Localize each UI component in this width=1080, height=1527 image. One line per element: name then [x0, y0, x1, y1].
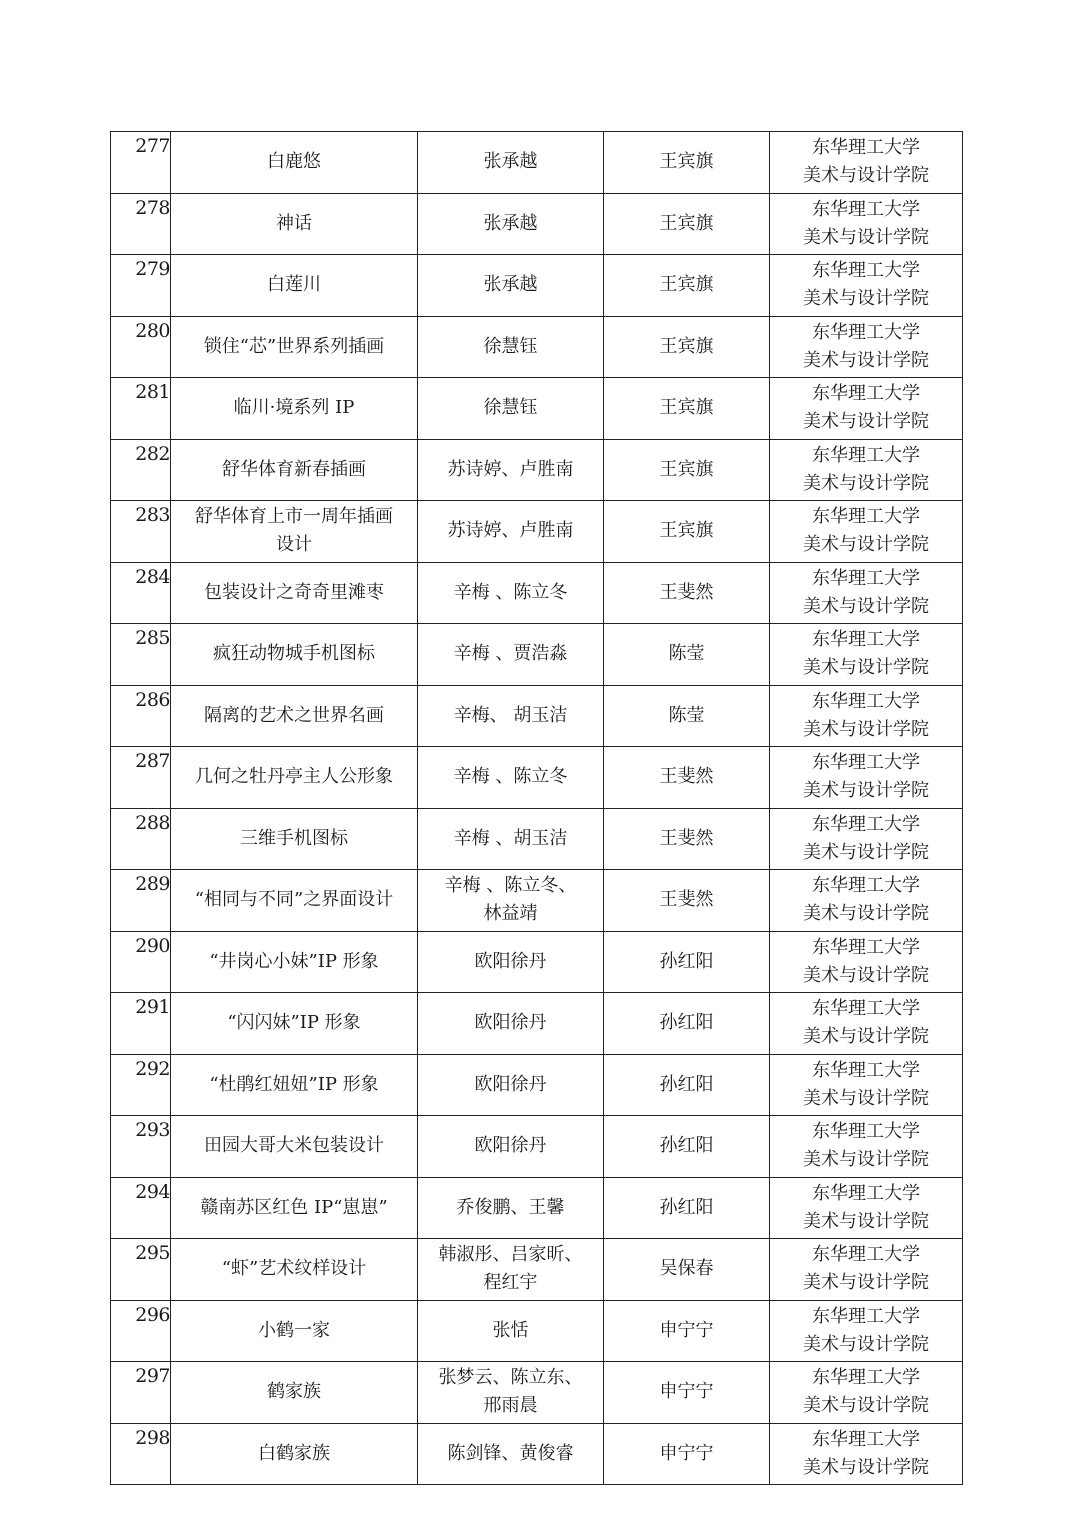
- table-row: [111, 808, 963, 870]
- work-title-cell: [171, 1054, 418, 1116]
- table-row: [111, 562, 963, 624]
- authors: 辛梅、 胡玉洁: [453, 704, 568, 726]
- work-title-cell: [171, 1177, 418, 1239]
- work-title: 三维手机图标: [240, 827, 348, 849]
- school-cell: [770, 378, 963, 440]
- table-row: [111, 1054, 963, 1116]
- table-row: [111, 747, 963, 809]
- table-row: [111, 1239, 963, 1301]
- school: 东华理工大学 美术与设计学院: [803, 198, 929, 248]
- authors-cell: [418, 1423, 604, 1485]
- row-number-cell: [111, 1116, 171, 1178]
- authors-cell: [418, 993, 604, 1055]
- work-title-cell: [171, 808, 418, 870]
- row-number: 297: [135, 1365, 170, 1387]
- authors: 徐慧钰: [483, 335, 538, 357]
- work-title: 白鹿悠: [267, 151, 321, 173]
- school: 东华理工大学 美术与设计学院: [803, 998, 929, 1048]
- authors: 辛梅 、贾浩淼: [453, 643, 568, 665]
- row-number: 293: [135, 1119, 170, 1141]
- row-number: 278: [135, 196, 170, 219]
- school: 东华理工大学 美术与设计学院: [803, 444, 929, 494]
- row-number-cell: [111, 255, 171, 317]
- advisor: 王斐然: [659, 889, 714, 911]
- advisor: 吴保春: [659, 1258, 714, 1280]
- authors: 辛梅 、胡玉洁: [453, 827, 568, 849]
- authors: 辛梅 、陈立冬: [453, 766, 568, 788]
- authors: 欧阳徐丹: [474, 950, 547, 972]
- row-number-cell: [111, 562, 171, 624]
- school: 东华理工大学 美术与设计学院: [803, 1059, 929, 1109]
- school-cell: [770, 993, 963, 1055]
- authors-cell: [418, 1362, 604, 1424]
- work-title-cell: [171, 255, 418, 317]
- advisor: 王宾旗: [659, 397, 714, 419]
- advisor-cell: [604, 624, 770, 686]
- award-list-table: [110, 131, 963, 1485]
- school: 东华理工大学 美术与设计学院: [803, 1244, 929, 1294]
- table-row: [111, 193, 963, 255]
- authors-cell: [418, 808, 604, 870]
- authors-cell: [418, 316, 604, 378]
- table-row: [111, 931, 963, 993]
- work-title: “虾”艺术纹样设计: [221, 1258, 367, 1280]
- school-cell: [770, 808, 963, 870]
- row-number: 284: [135, 565, 170, 588]
- school-cell: [770, 1239, 963, 1301]
- advisor: 申宁宁: [659, 1442, 714, 1464]
- work-title-cell: [171, 378, 418, 440]
- authors-cell: [418, 870, 604, 932]
- school: 东华理工大学 美术与设计学院: [803, 1367, 929, 1417]
- row-number-cell: [111, 624, 171, 686]
- work-title: “闪闪妹”IP 形象: [227, 1012, 361, 1034]
- school: 东华理工大学 美术与设计学院: [803, 137, 929, 187]
- row-number-cell: [111, 439, 171, 501]
- school: 东华理工大学 美术与设计学院: [803, 383, 929, 433]
- school-cell: [770, 132, 963, 194]
- school-cell: [770, 1300, 963, 1362]
- work-title: “井岗心小妹”IP 形象: [209, 950, 379, 972]
- school: 东华理工大学 美术与设计学院: [803, 567, 929, 617]
- table-row: [111, 316, 963, 378]
- authors: 徐慧钰: [483, 397, 538, 419]
- work-title-cell: [171, 1300, 418, 1362]
- row-number-cell: [111, 870, 171, 932]
- row-number-cell: [111, 1300, 171, 1362]
- school-cell: [770, 1362, 963, 1424]
- work-title: 小鹤一家: [258, 1319, 330, 1341]
- advisor-cell: [604, 931, 770, 993]
- work-title: 锁住“芯”世界系列插画: [203, 335, 385, 357]
- school-cell: [770, 931, 963, 993]
- authors: 辛梅 、陈立冬、 林益靖: [444, 875, 577, 925]
- school: 东华理工大学 美术与设计学院: [803, 506, 929, 556]
- school: 东华理工大学 美术与设计学院: [803, 260, 929, 310]
- authors-cell: [418, 1239, 604, 1301]
- school-cell: [770, 255, 963, 317]
- table-row: [111, 993, 963, 1055]
- work-title-cell: [171, 685, 418, 747]
- school-cell: [770, 501, 963, 563]
- row-number-cell: [111, 685, 171, 747]
- row-number: 296: [135, 1303, 170, 1326]
- table-row: [111, 255, 963, 317]
- table-row: [111, 501, 963, 563]
- row-number: 291: [135, 996, 170, 1018]
- school: 东华理工大学 美术与设计学院: [803, 875, 929, 925]
- school: 东华理工大学 美术与设计学院: [803, 752, 929, 802]
- work-title: “杜鹃红妞妞”IP 形象: [209, 1073, 379, 1095]
- advisor-cell: [604, 747, 770, 809]
- school: 东华理工大学 美术与设计学院: [803, 813, 929, 863]
- advisor: 孙红阳: [659, 1012, 714, 1034]
- work-title: 疯狂动物城手机图标: [213, 643, 375, 665]
- row-number-cell: [111, 193, 171, 255]
- school: 东华理工大学 美术与设计学院: [803, 936, 929, 986]
- row-number: 277: [135, 135, 170, 157]
- advisor-cell: [604, 1300, 770, 1362]
- work-title-cell: [171, 747, 418, 809]
- school-cell: [770, 624, 963, 686]
- row-number-cell: [111, 808, 171, 870]
- row-number-cell: [111, 747, 171, 809]
- row-number: 292: [135, 1057, 170, 1080]
- school: 东华理工大学 美术与设计学院: [803, 321, 929, 371]
- advisor: 孙红阳: [659, 1135, 714, 1157]
- table-row: [111, 1177, 963, 1239]
- school-cell: [770, 562, 963, 624]
- work-title: 白鹤家族: [258, 1442, 330, 1464]
- work-title-cell: [171, 1116, 418, 1178]
- row-number-cell: [111, 132, 171, 194]
- advisor-cell: [604, 255, 770, 317]
- work-title-cell: [171, 193, 418, 255]
- work-title: “相同与不同”之界面设计: [194, 889, 394, 911]
- advisor-cell: [604, 1362, 770, 1424]
- work-title-cell: [171, 624, 418, 686]
- row-number: 285: [135, 627, 170, 649]
- authors-cell: [418, 501, 604, 563]
- work-title: 白莲川: [267, 274, 321, 296]
- school: 东华理工大学 美术与设计学院: [803, 1182, 929, 1232]
- advisor-cell: [604, 132, 770, 194]
- school-cell: [770, 316, 963, 378]
- advisor-cell: [604, 439, 770, 501]
- row-number: 298: [135, 1426, 170, 1449]
- row-number-cell: [111, 931, 171, 993]
- row-number-cell: [111, 1177, 171, 1239]
- work-title: 赣南苏区红色 IP“崽崽”: [200, 1196, 388, 1218]
- school-cell: [770, 1054, 963, 1116]
- work-title-cell: [171, 439, 418, 501]
- authors-cell: [418, 562, 604, 624]
- table-row: [111, 132, 963, 194]
- work-title: 包装设计之奇奇里滩枣: [204, 581, 384, 603]
- advisor: 王宾旗: [659, 212, 714, 234]
- table-row: [111, 685, 963, 747]
- row-number: 289: [135, 873, 170, 895]
- work-title-cell: [171, 870, 418, 932]
- table-row: [111, 1362, 963, 1424]
- advisor: 孙红阳: [659, 1196, 714, 1218]
- row-number-cell: [111, 1054, 171, 1116]
- work-title: 鹤家族: [267, 1381, 321, 1403]
- advisor: 王斐然: [659, 766, 714, 788]
- authors-cell: [418, 132, 604, 194]
- advisor: 王宾旗: [659, 520, 714, 542]
- work-title-cell: [171, 562, 418, 624]
- advisor-cell: [604, 1054, 770, 1116]
- advisor: 陈莹: [668, 643, 705, 665]
- school: 东华理工大学 美术与设计学院: [803, 690, 929, 740]
- row-number: 294: [135, 1180, 170, 1203]
- authors: 苏诗婷、卢胜南: [447, 520, 574, 542]
- authors-cell: [418, 1116, 604, 1178]
- work-title-cell: [171, 501, 418, 563]
- work-title: 舒华体育新春插画: [222, 458, 366, 480]
- row-number: 280: [135, 319, 170, 342]
- row-number: 281: [135, 381, 170, 403]
- authors-cell: [418, 747, 604, 809]
- advisor: 王斐然: [659, 827, 714, 849]
- row-number-cell: [111, 1423, 171, 1485]
- authors: 欧阳徐丹: [474, 1073, 547, 1095]
- authors-cell: [418, 931, 604, 993]
- row-number: 279: [135, 258, 170, 280]
- authors: 张承越: [483, 151, 538, 173]
- school-cell: [770, 747, 963, 809]
- work-title-cell: [171, 1239, 418, 1301]
- advisor-cell: [604, 378, 770, 440]
- advisor: 王宾旗: [659, 335, 714, 357]
- school-cell: [770, 1423, 963, 1485]
- school-cell: [770, 439, 963, 501]
- work-title-cell: [171, 931, 418, 993]
- row-number: 282: [135, 442, 170, 465]
- row-number-cell: [111, 501, 171, 563]
- school-cell: [770, 1177, 963, 1239]
- authors: 张恬: [492, 1319, 529, 1341]
- authors: 陈剑锋、黄俊睿: [447, 1442, 574, 1464]
- authors: 辛梅 、陈立冬: [453, 581, 568, 603]
- authors-cell: [418, 1054, 604, 1116]
- authors: 欧阳徐丹: [474, 1135, 547, 1157]
- work-title: 几何之牡丹亭主人公形象: [195, 766, 393, 788]
- row-number: 295: [135, 1242, 170, 1264]
- advisor: 王宾旗: [659, 274, 714, 296]
- authors: 韩淑彤、吕家昕、 程红宇: [438, 1244, 583, 1294]
- school-cell: [770, 870, 963, 932]
- advisor: 王宾旗: [659, 151, 714, 173]
- school-cell: [770, 1116, 963, 1178]
- authors-cell: [418, 685, 604, 747]
- advisor-cell: [604, 993, 770, 1055]
- work-title-cell: [171, 316, 418, 378]
- advisor: 王斐然: [659, 581, 714, 603]
- advisor-cell: [604, 1177, 770, 1239]
- table-body: [111, 132, 963, 1485]
- work-title-cell: [171, 1362, 418, 1424]
- row-number: 287: [135, 750, 170, 772]
- table-row: [111, 870, 963, 932]
- advisor-cell: [604, 685, 770, 747]
- advisor: 孙红阳: [659, 950, 714, 972]
- school: 东华理工大学 美术与设计学院: [803, 1305, 929, 1355]
- authors: 张梦云、陈立东、 邢雨晨: [438, 1367, 583, 1417]
- work-title-cell: [171, 1423, 418, 1485]
- table-row: [111, 439, 963, 501]
- advisor: 王宾旗: [659, 458, 714, 480]
- authors-cell: [418, 1300, 604, 1362]
- authors: 张承越: [483, 274, 538, 296]
- school: 东华理工大学 美术与设计学院: [803, 1428, 929, 1478]
- table-row: [111, 624, 963, 686]
- table-row: [111, 1300, 963, 1362]
- work-title-cell: [171, 132, 418, 194]
- table-row: [111, 378, 963, 440]
- advisor-cell: [604, 1423, 770, 1485]
- authors-cell: [418, 624, 604, 686]
- authors: 张承越: [483, 212, 538, 234]
- work-title: 隔离的艺术之世界名画: [204, 704, 384, 726]
- advisor-cell: [604, 870, 770, 932]
- advisor-cell: [604, 193, 770, 255]
- advisor: 申宁宁: [659, 1381, 714, 1403]
- work-title: 舒华体育上市一周年插画 设计: [195, 506, 393, 556]
- authors-cell: [418, 255, 604, 317]
- work-title-cell: [171, 993, 418, 1055]
- advisor-cell: [604, 501, 770, 563]
- work-title: 田园大哥大米包装设计: [204, 1135, 384, 1157]
- school: 东华理工大学 美术与设计学院: [803, 1121, 929, 1171]
- advisor-cell: [604, 316, 770, 378]
- authors: 乔俊鹏、王馨: [456, 1196, 565, 1218]
- row-number-cell: [111, 1362, 171, 1424]
- table-row: [111, 1116, 963, 1178]
- advisor: 陈莹: [668, 704, 705, 726]
- advisor-cell: [604, 562, 770, 624]
- row-number: 283: [135, 504, 170, 526]
- advisor-cell: [604, 1239, 770, 1301]
- authors-cell: [418, 1177, 604, 1239]
- advisor: 申宁宁: [659, 1319, 714, 1341]
- advisor-cell: [604, 808, 770, 870]
- authors-cell: [418, 378, 604, 440]
- work-title: 神话: [276, 212, 312, 234]
- row-number-cell: [111, 378, 171, 440]
- school-cell: [770, 685, 963, 747]
- row-number: 288: [135, 811, 170, 834]
- advisor: 孙红阳: [659, 1073, 714, 1095]
- work-title: 临川·境系列 IP: [233, 397, 355, 419]
- table-row: [111, 1423, 963, 1485]
- row-number: 286: [135, 688, 170, 711]
- school: 东华理工大学 美术与设计学院: [803, 629, 929, 679]
- authors-cell: [418, 439, 604, 501]
- row-number-cell: [111, 1239, 171, 1301]
- advisor-cell: [604, 1116, 770, 1178]
- authors-cell: [418, 193, 604, 255]
- authors: 欧阳徐丹: [474, 1012, 547, 1034]
- row-number-cell: [111, 316, 171, 378]
- authors: 苏诗婷、卢胜南: [447, 458, 574, 480]
- school-cell: [770, 193, 963, 255]
- row-number: 290: [135, 934, 170, 957]
- row-number-cell: [111, 993, 171, 1055]
